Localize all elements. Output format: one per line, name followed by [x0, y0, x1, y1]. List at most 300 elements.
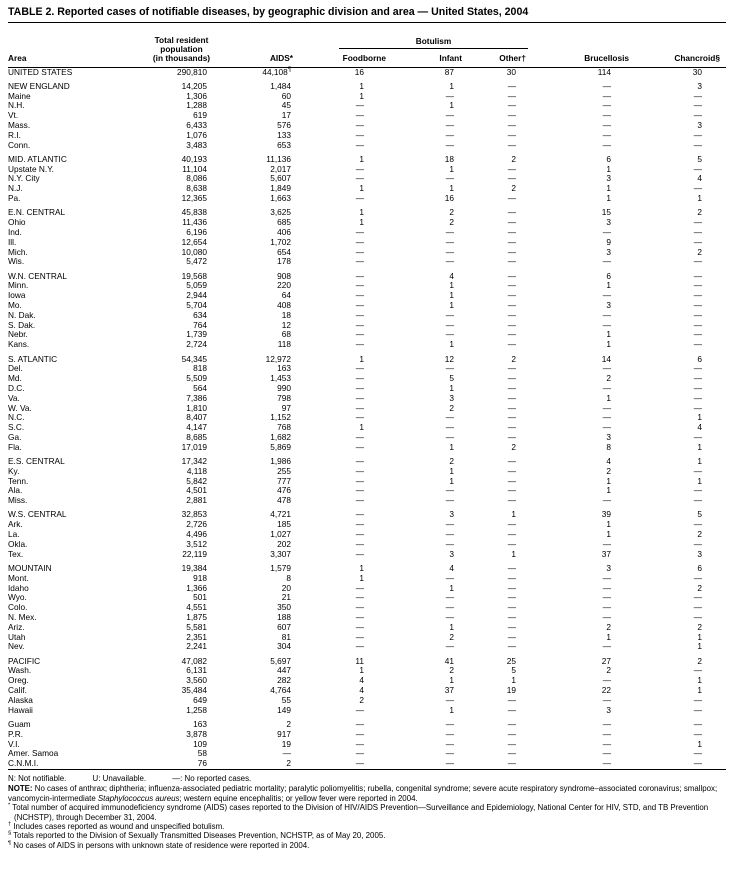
value-cell: 12 [444, 353, 454, 364]
value-cell: 1,739 [186, 329, 207, 340]
value-cell: 3,307 [270, 548, 291, 559]
value-cell: — [507, 163, 516, 174]
table-row [8, 272, 726, 282]
value-cell: 917 [277, 728, 291, 739]
value-cell: 2 [449, 402, 454, 413]
value-cell: — [355, 641, 364, 652]
value-cell: — [355, 718, 364, 729]
value-cell: 1 [511, 548, 516, 559]
value-cell: 220 [277, 280, 291, 291]
table-row [8, 394, 726, 404]
footnote: ¶ No cases of AIDS in persons with unknown state of residence were reported in 2004. [8, 840, 310, 850]
value-cell: 1 [606, 392, 611, 403]
value-cell: 41 [444, 655, 454, 666]
table-row [8, 706, 726, 716]
value-cell: 3 [449, 548, 454, 559]
value-cell: — [693, 611, 702, 622]
value-cell: 2 [606, 665, 611, 676]
value-cell: 3 [449, 509, 454, 520]
area-cell: NEW ENGLAND [8, 80, 70, 91]
value-cell: — [507, 538, 516, 549]
table-row [8, 676, 726, 686]
value-cell: 2,881 [186, 495, 207, 506]
table-row [8, 433, 726, 443]
value-cell: 1 [606, 631, 611, 642]
value-cell: 3 [697, 80, 702, 91]
area-cell: Ohio [8, 217, 26, 228]
value-cell: 4 [449, 562, 454, 573]
value-cell: 1 [697, 641, 702, 652]
value-cell: — [507, 280, 516, 291]
table-row [8, 281, 726, 291]
value-cell: — [507, 572, 516, 583]
table-row [8, 228, 726, 238]
value-cell: 12,365 [181, 193, 207, 204]
value-cell: 1 [449, 582, 454, 593]
value-cell: — [693, 519, 702, 530]
value-cell: 6 [606, 270, 611, 281]
value-cell: — [693, 495, 702, 506]
value-cell: — [602, 129, 611, 140]
area-cell: Kans. [8, 339, 30, 350]
area-cell: C.N.M.I. [8, 758, 39, 769]
value-cell: 6 [697, 353, 702, 364]
table-row [8, 165, 726, 175]
population-header-line: (in thousands) [152, 53, 211, 64]
value-cell: 3,878 [186, 728, 207, 739]
value-cell: 290,810 [177, 66, 207, 77]
value-cell: 2 [606, 621, 611, 632]
value-cell: 47,082 [181, 655, 207, 666]
value-cell: 1 [359, 207, 364, 218]
value-cell: — [355, 455, 364, 466]
value-cell: 2 [697, 207, 702, 218]
area-cell: Nev. [8, 641, 25, 652]
value-cell: — [445, 173, 454, 184]
value-cell: — [693, 665, 702, 676]
value-cell: 2 [449, 665, 454, 676]
table-row [8, 740, 726, 750]
value-cell: — [693, 431, 702, 442]
value-cell: — [507, 139, 516, 150]
value-cell: 8,685 [186, 431, 207, 442]
table-row [8, 92, 726, 102]
value-cell: 1 [449, 300, 454, 311]
note-label: NOTE: [8, 784, 33, 794]
value-cell: — [355, 392, 364, 403]
area-cell: Wis. [8, 256, 25, 267]
value-cell: 1 [606, 485, 611, 496]
value-cell: — [693, 592, 702, 603]
table-row [8, 759, 726, 769]
table-title: TABLE 2. Reported cases of notifiable diseases, by geographic division and area — United States, 2004 [8, 6, 726, 23]
value-cell: 163 [193, 718, 207, 729]
value-cell: — [445, 110, 454, 121]
value-cell: — [355, 441, 364, 452]
table-row [8, 101, 726, 111]
value-cell: — [602, 582, 611, 593]
value-cell: 1 [449, 382, 454, 393]
value-cell: — [602, 139, 611, 150]
value-cell: 1 [606, 163, 611, 174]
value-cell: 990 [277, 382, 291, 393]
value-cell: 25 [506, 655, 516, 666]
value-cell: — [507, 694, 516, 705]
value-cell: — [693, 718, 702, 729]
value-cell: — [507, 621, 516, 632]
table-row [8, 330, 726, 340]
area-cell: P.R. [8, 728, 24, 739]
value-cell: — [445, 309, 454, 320]
value-cell: 1,152 [270, 412, 291, 423]
value-cell: — [602, 611, 611, 622]
value-cell: 1 [449, 339, 454, 350]
value-cell: 634 [193, 309, 207, 320]
value-cell: 1 [449, 621, 454, 632]
area-cell: Del. [8, 363, 23, 374]
value-cell: — [602, 538, 611, 549]
value-cell: 8,407 [186, 412, 207, 423]
value-cell: — [507, 519, 516, 530]
value-cell: 68 [281, 329, 291, 340]
value-cell: — [507, 207, 516, 218]
table-row [8, 384, 726, 394]
value-cell: — [602, 412, 611, 423]
value-cell: — [602, 718, 611, 729]
footnote-marker: ¶ [8, 840, 12, 847]
area-cell: R.I. [8, 129, 21, 140]
value-cell: — [507, 226, 516, 237]
table-row [8, 457, 726, 467]
area-cell: Mo. [8, 300, 22, 311]
value-cell: 3 [606, 246, 611, 257]
area-cell: La. [8, 529, 20, 540]
value-cell: 133 [277, 129, 291, 140]
value-cell: — [507, 704, 516, 715]
value-cell: — [602, 119, 611, 130]
table-row [8, 603, 726, 613]
area-cell: W.N. CENTRAL [8, 270, 68, 281]
value-cell: — [445, 236, 454, 247]
value-cell: 1 [606, 183, 611, 194]
value-cell: 15 [601, 207, 611, 218]
value-cell: — [355, 748, 364, 759]
value-cell: — [355, 758, 364, 769]
value-cell: 1,453 [270, 373, 291, 384]
area-cell: W. Va. [8, 402, 32, 413]
value-cell: 3 [697, 548, 702, 559]
value-cell: 37 [601, 548, 611, 559]
value-cell: 16 [444, 193, 454, 204]
value-cell: 1,027 [270, 529, 291, 540]
table-note [8, 784, 726, 803]
value-cell: 2 [697, 655, 702, 666]
value-cell: 768 [277, 422, 291, 433]
value-cell: — [507, 611, 516, 622]
value-cell: 3 [449, 392, 454, 403]
value-cell: — [445, 694, 454, 705]
value-cell: 5,842 [186, 475, 207, 486]
table-row [8, 141, 726, 151]
table-row [8, 593, 726, 603]
value-cell: — [693, 329, 702, 340]
table-row [8, 730, 726, 740]
table-row [8, 564, 726, 574]
value-cell: 2 [511, 441, 516, 452]
value-cell: 4,496 [186, 529, 207, 540]
value-cell: — [355, 509, 364, 520]
value-cell: 178 [277, 256, 291, 267]
value-cell: — [445, 602, 454, 613]
value-cell: — [507, 641, 516, 652]
value-cell: — [693, 339, 702, 350]
value-cell: 1 [449, 183, 454, 194]
table-row [8, 510, 726, 520]
value-cell: — [602, 572, 611, 583]
table-row [8, 155, 726, 165]
value-cell: 2 [697, 621, 702, 632]
value-cell: 1 [606, 519, 611, 530]
area-cell: Idaho [8, 582, 29, 593]
area-cell: Maine [8, 90, 31, 101]
value-cell: 1 [449, 163, 454, 174]
value-cell: — [507, 412, 516, 423]
value-cell: 2 [697, 582, 702, 593]
value-cell: 576 [277, 119, 291, 130]
value-cell: — [445, 538, 454, 549]
value-cell: 5,509 [186, 373, 207, 384]
value-cell: 1,810 [186, 402, 207, 413]
value-cell: 55 [281, 694, 291, 705]
value-cell: — [507, 129, 516, 140]
value-cell: 3,560 [186, 675, 207, 686]
value-cell: — [507, 738, 516, 749]
value-cell: 6,196 [186, 226, 207, 237]
value-cell: 5 [697, 153, 702, 164]
value-cell: — [507, 382, 516, 393]
value-cell: — [602, 758, 611, 769]
value-cell: — [355, 309, 364, 320]
value-cell: — [602, 100, 611, 111]
value-cell: 1 [449, 100, 454, 111]
value-cell: 5 [697, 509, 702, 520]
table-row [8, 413, 726, 423]
value-cell: 22 [601, 685, 611, 696]
value-cell: 3 [606, 562, 611, 573]
table-row [8, 321, 726, 331]
col-header-aids: AIDS* [213, 25, 295, 67]
value-cell: — [355, 110, 364, 121]
value-cell: 8 [606, 441, 611, 452]
value-cell: — [355, 280, 364, 291]
value-cell: — [445, 90, 454, 101]
table-row [8, 496, 726, 506]
value-cell: 2,351 [186, 631, 207, 642]
value-cell: — [445, 748, 454, 759]
value-cell: 282 [277, 675, 291, 686]
value-cell: 4 [697, 173, 702, 184]
value-cell: — [693, 270, 702, 281]
value-cell: 14 [601, 353, 611, 364]
value-cell: — [355, 119, 364, 130]
value-cell: — [507, 173, 516, 184]
area-cell: Nebr. [8, 329, 28, 340]
col-header-chancroid: Chancroid§ [631, 25, 726, 67]
table-row [8, 291, 726, 301]
value-cell: — [355, 431, 364, 442]
area-cell: Amer. Samoa [8, 748, 59, 759]
table-row [8, 633, 726, 643]
area-cell: Fla. [8, 441, 22, 452]
value-cell: — [602, 402, 611, 413]
value-cell: 1,258 [186, 704, 207, 715]
value-cell: 18 [281, 309, 291, 320]
value-cell: 2,944 [186, 290, 207, 301]
value-cell: 5,697 [270, 655, 291, 666]
value-cell: 1 [697, 455, 702, 466]
legend-item: N: Not notifiable. [8, 773, 67, 783]
value-cell: 20 [281, 582, 291, 593]
value-cell: — [693, 748, 702, 759]
value-cell: 18 [444, 153, 454, 164]
value-cell: 17,019 [181, 441, 207, 452]
value-cell: — [693, 704, 702, 715]
value-cell: 1 [449, 675, 454, 686]
value-cell: — [693, 694, 702, 705]
value-cell: — [602, 382, 611, 393]
value-cell: — [693, 110, 702, 121]
note-italic-text: Staphylococcus aureus [97, 793, 180, 803]
area-cell: N.H. [8, 100, 25, 111]
area-cell: Miss. [8, 495, 28, 506]
value-cell: — [507, 319, 516, 330]
value-cell: — [445, 485, 454, 496]
botulism-group-label: Botulism [339, 37, 528, 49]
value-cell: — [507, 110, 516, 121]
value-cell: — [602, 738, 611, 749]
value-cell: — [445, 256, 454, 267]
value-cell: — [355, 236, 364, 247]
value-cell: — [507, 748, 516, 759]
table-row [8, 613, 726, 623]
value-cell: — [355, 412, 364, 423]
area-cell: Calif. [8, 685, 27, 696]
value-cell: 19,384 [181, 562, 207, 573]
value-cell: 32,853 [181, 509, 207, 520]
value-cell: 2 [697, 529, 702, 540]
value-cell: 818 [193, 363, 207, 374]
value-cell: 3 [606, 217, 611, 228]
value-cell: 619 [193, 110, 207, 121]
value-cell: 27 [601, 655, 611, 666]
value-cell: 685 [277, 217, 291, 228]
value-cell: 81 [281, 631, 291, 642]
value-cell: 149 [277, 704, 291, 715]
value-cell: 1 [511, 509, 516, 520]
value-cell: — [282, 748, 291, 759]
value-cell: 64 [281, 290, 291, 301]
value-cell: — [445, 758, 454, 769]
value-cell: 44,108¶ [262, 66, 291, 77]
value-cell: — [602, 602, 611, 613]
value-cell: 350 [277, 602, 291, 613]
table-row [8, 467, 726, 477]
value-cell: 5 [449, 373, 454, 384]
value-cell: — [602, 90, 611, 101]
value-cell: — [602, 728, 611, 739]
value-cell: 2,724 [186, 339, 207, 350]
value-cell: — [355, 382, 364, 393]
value-cell: — [507, 485, 516, 496]
area-cell: Ind. [8, 226, 22, 237]
value-cell: 1 [697, 631, 702, 642]
value-cell: 4,147 [186, 422, 207, 433]
value-cell: 2,726 [186, 519, 207, 530]
area-cell: S. Dak. [8, 319, 36, 330]
table-row [8, 696, 726, 706]
value-cell: — [693, 183, 702, 194]
value-cell: 2,017 [270, 163, 291, 174]
value-cell: 17,342 [181, 455, 207, 466]
value-cell: 2 [511, 153, 516, 164]
value-cell: — [355, 485, 364, 496]
value-cell: 9 [606, 236, 611, 247]
value-cell: 1,986 [270, 455, 291, 466]
value-cell: — [507, 728, 516, 739]
value-cell: 4 [697, 422, 702, 433]
value-cell: — [507, 392, 516, 403]
header-row-top [8, 25, 726, 49]
value-cell: 185 [277, 519, 291, 530]
value-cell: 76 [197, 758, 207, 769]
value-cell: 5,059 [186, 280, 207, 291]
area-cell: Ky. [8, 465, 20, 476]
value-cell: — [602, 641, 611, 652]
value-cell: 764 [193, 319, 207, 330]
footnote: § Totals reported to the Division of Sexually Transmitted Diseases Prevention, NCHSTP, as of May 20, 2005. [8, 830, 386, 841]
value-cell: — [602, 256, 611, 267]
table-row [8, 404, 726, 414]
area-cell: V.I. [8, 738, 20, 749]
value-cell: — [445, 519, 454, 530]
area-cell: UNITED STATES [8, 66, 73, 77]
value-cell: — [693, 217, 702, 228]
area-cell: Ga. [8, 431, 22, 442]
value-cell: 11,104 [182, 163, 207, 174]
area-cell: N.C. [8, 412, 25, 423]
value-cell: 1,076 [186, 129, 207, 140]
value-cell: — [355, 226, 364, 237]
value-cell: 1 [359, 90, 364, 101]
value-cell: 478 [277, 495, 291, 506]
table-row [8, 208, 726, 218]
value-cell: 45 [281, 100, 291, 111]
value-cell: — [507, 80, 516, 91]
footnotes [8, 774, 726, 850]
value-cell: — [602, 309, 611, 320]
value-cell: 1 [359, 353, 364, 364]
value-cell: — [507, 718, 516, 729]
value-cell: — [602, 495, 611, 506]
value-cell: — [355, 631, 364, 642]
col-header-brucellosis: Brucellosis [528, 25, 631, 67]
value-cell: — [355, 519, 364, 530]
value-cell: — [507, 602, 516, 613]
area-cell: Mont. [8, 572, 29, 583]
area-cell: Vt. [8, 110, 19, 121]
table-row [8, 574, 726, 584]
value-cell: — [507, 290, 516, 301]
